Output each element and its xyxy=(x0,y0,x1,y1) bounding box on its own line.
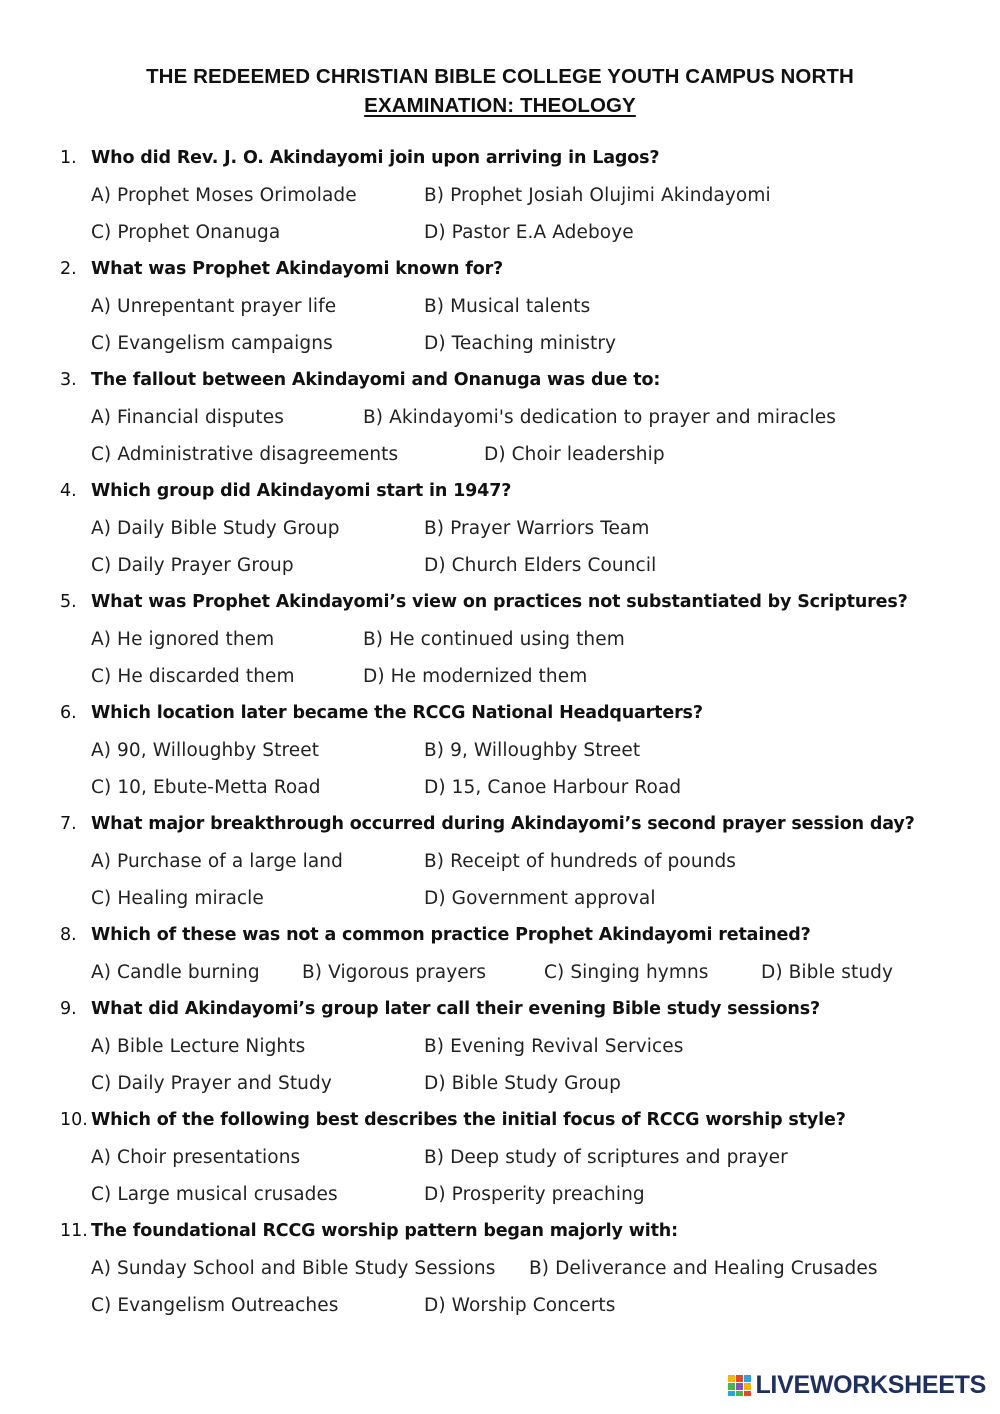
answer-option[interactable]: B) Receipt of hundreds of pounds xyxy=(424,851,737,872)
option-row xyxy=(0,214,1000,251)
answer-option[interactable]: A) 90, Willoughby Street xyxy=(91,740,320,761)
option-row xyxy=(0,177,1000,214)
answer-option[interactable]: D) Church Elders Council xyxy=(424,555,657,576)
question-line xyxy=(0,1213,1000,1250)
option-row xyxy=(0,880,1000,917)
question-line xyxy=(0,362,1000,399)
question-line xyxy=(0,1102,1000,1139)
question-line xyxy=(0,584,1000,621)
answer-option[interactable]: C) Singing hymns xyxy=(544,962,709,983)
question-1 xyxy=(0,140,1000,251)
question-text: What major breakthrough occurred during Akindayomi’s second prayer session day? xyxy=(91,814,915,834)
question-text: What was Prophet Akindayomi’s view on practices not substantiated by Scriptures? xyxy=(91,592,908,612)
answer-option[interactable]: B) Akindayomi's dedication to prayer and miracles xyxy=(363,407,836,428)
answer-option[interactable]: A) Unrepentant prayer life xyxy=(91,296,337,317)
answer-option[interactable]: D) Government approval xyxy=(424,888,656,909)
liveworksheets-logo[interactable] xyxy=(727,1370,986,1400)
answer-option[interactable]: D) Choir leadership xyxy=(484,444,665,465)
option-row xyxy=(0,1139,1000,1176)
answer-option[interactable]: A) He ignored them xyxy=(91,629,275,650)
answer-option[interactable]: D) He modernized them xyxy=(363,666,588,687)
question-text: Which of the following best describes the initial focus of RCCG worship style? xyxy=(91,1110,846,1130)
answer-option[interactable]: D) Bible Study Group xyxy=(424,1073,621,1094)
option-row xyxy=(0,288,1000,325)
option-row xyxy=(0,732,1000,769)
answer-option[interactable]: D) Teaching ministry xyxy=(424,333,617,354)
question-number: 10. xyxy=(60,1110,88,1130)
option-row xyxy=(0,399,1000,436)
answer-option[interactable]: B) Prayer Warriors Team xyxy=(424,518,650,539)
question-number: 6. xyxy=(60,703,77,723)
answer-option[interactable]: C) He discarded them xyxy=(91,666,295,687)
question-8 xyxy=(0,917,1000,991)
option-row xyxy=(0,510,1000,547)
answer-option[interactable]: D) Worship Concerts xyxy=(424,1295,616,1316)
liveworksheets-logo-icon xyxy=(727,1372,753,1398)
question-10 xyxy=(0,1102,1000,1213)
answer-option[interactable]: C) 10, Ebute-Metta Road xyxy=(91,777,321,798)
question-line xyxy=(0,140,1000,177)
question-line xyxy=(0,251,1000,288)
answer-option[interactable]: A) Daily Bible Study Group xyxy=(91,518,340,539)
question-list xyxy=(0,140,1000,1324)
answer-option[interactable]: B) Vigorous prayers xyxy=(302,962,487,983)
answer-option[interactable]: C) Evangelism campaigns xyxy=(91,333,333,354)
question-number: 5. xyxy=(60,592,77,612)
answer-option[interactable]: C) Prophet Onanuga xyxy=(91,222,281,243)
question-4 xyxy=(0,473,1000,584)
answer-option[interactable]: B) Deep study of scriptures and prayer xyxy=(424,1147,788,1168)
question-number: 3. xyxy=(60,370,77,390)
question-number: 9. xyxy=(60,999,77,1019)
question-line xyxy=(0,806,1000,843)
question-line xyxy=(0,991,1000,1028)
question-line xyxy=(0,695,1000,732)
option-row xyxy=(0,1176,1000,1213)
question-number: 1. xyxy=(60,148,77,168)
answer-option[interactable]: B) He continued using them xyxy=(363,629,625,650)
answer-option[interactable]: C) Healing miracle xyxy=(91,888,264,909)
question-text: Which group did Akindayomi start in 1947? xyxy=(91,481,512,501)
option-row xyxy=(0,621,1000,658)
question-number: 4. xyxy=(60,481,77,501)
answer-option[interactable]: A) Bible Lecture Nights xyxy=(91,1036,306,1057)
question-7 xyxy=(0,806,1000,917)
question-text: The fallout between Akindayomi and Onanuga was due to: xyxy=(91,370,661,390)
option-row xyxy=(0,954,1000,991)
exam-header xyxy=(0,62,1000,120)
question-5 xyxy=(0,584,1000,695)
answer-option[interactable]: A) Purchase of a large land xyxy=(91,851,343,872)
option-row xyxy=(0,658,1000,695)
option-row xyxy=(0,1250,1000,1287)
answer-option[interactable]: D) Prosperity preaching xyxy=(424,1184,645,1205)
question-text: Which of these was not a common practice Prophet Akindayomi retained? xyxy=(91,925,811,945)
answer-option[interactable]: B) Evening Revival Services xyxy=(424,1036,684,1057)
answer-option[interactable]: D) Bible study xyxy=(761,962,894,983)
answer-option[interactable]: C) Daily Prayer and Study xyxy=(91,1073,332,1094)
answer-option[interactable]: B) Musical talents xyxy=(424,296,591,317)
question-line xyxy=(0,473,1000,510)
option-row xyxy=(0,1287,1000,1324)
option-row xyxy=(0,1028,1000,1065)
question-text: Which location later became the RCCG National Headquarters? xyxy=(91,703,703,723)
question-3 xyxy=(0,362,1000,473)
question-number: 7. xyxy=(60,814,77,834)
option-row xyxy=(0,843,1000,880)
answer-option[interactable]: B) 9, Willoughby Street xyxy=(424,740,641,761)
answer-option[interactable]: C) Daily Prayer Group xyxy=(91,555,294,576)
question-number: 2. xyxy=(60,259,77,279)
answer-option[interactable]: A) Prophet Moses Orimolade xyxy=(91,185,357,206)
answer-option[interactable]: C) Administrative disagreements xyxy=(91,444,399,465)
answer-option[interactable]: D) Pastor E.A Adeboye xyxy=(424,222,634,243)
question-9 xyxy=(0,991,1000,1102)
answer-option[interactable]: A) Financial disputes xyxy=(91,407,285,428)
answer-option[interactable]: B) Prophet Josiah Olujimi Akindayomi xyxy=(424,185,771,206)
page-title: THE REDEEMED CHRISTIAN BIBLE COLLEGE YOUTH CAMPUS NORTH xyxy=(146,65,854,88)
answer-option[interactable]: D) 15, Canoe Harbour Road xyxy=(424,777,682,798)
answer-option[interactable]: C) Evangelism Outreaches xyxy=(91,1295,339,1316)
question-number: 8. xyxy=(60,925,77,945)
option-row xyxy=(0,325,1000,362)
question-text: What was Prophet Akindayomi known for? xyxy=(91,259,504,279)
question-text: What did Akindayomi’s group later call their evening Bible study sessions? xyxy=(91,999,820,1019)
exam-subtitle: EXAMINATION: THEOLOGY xyxy=(364,94,636,117)
question-text: The foundational RCCG worship pattern began majorly with: xyxy=(91,1221,678,1241)
option-row xyxy=(0,769,1000,806)
option-row xyxy=(0,1065,1000,1102)
answer-option[interactable]: A) Sunday School and Bible Study Sessions xyxy=(91,1258,496,1279)
answer-option[interactable]: A) Choir presentations xyxy=(91,1147,301,1168)
question-2 xyxy=(0,251,1000,362)
option-row xyxy=(0,547,1000,584)
question-line xyxy=(0,917,1000,954)
question-number: 11. xyxy=(60,1221,88,1241)
answer-option[interactable]: A) Candle burning xyxy=(91,962,260,983)
answer-option[interactable]: C) Large musical crusades xyxy=(91,1184,338,1205)
logo-text: LIVEWORKSHEETS xyxy=(755,1370,986,1399)
question-6 xyxy=(0,695,1000,806)
answer-option[interactable]: B) Deliverance and Healing Crusades xyxy=(529,1258,878,1279)
option-row xyxy=(0,436,1000,473)
question-11 xyxy=(0,1213,1000,1324)
question-text: Who did Rev. J. O. Akindayomi join upon arriving in Lagos? xyxy=(91,148,660,168)
